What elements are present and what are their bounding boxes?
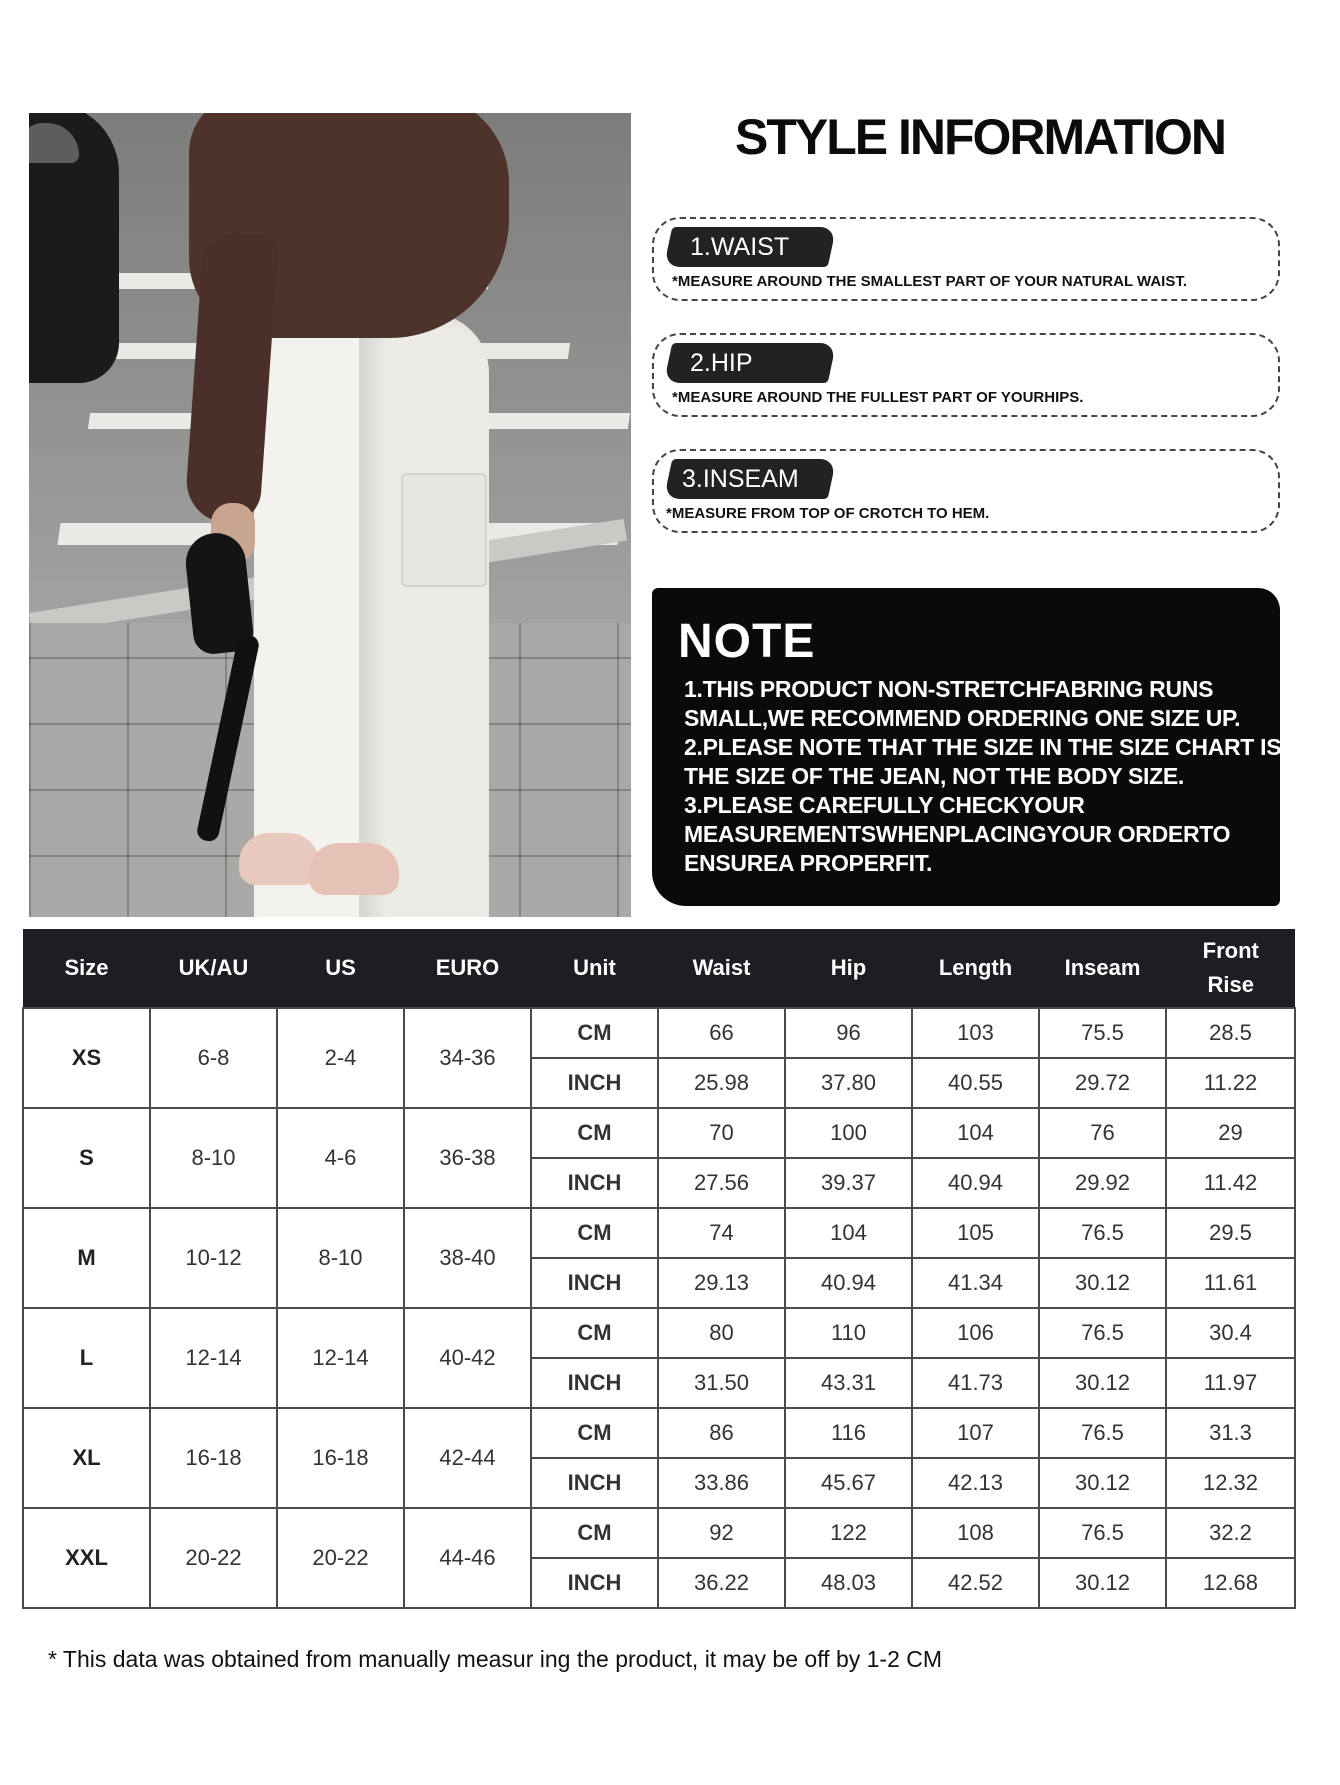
- column-header-hip: Hip: [785, 929, 912, 1008]
- cell-measurement: 76.5: [1039, 1208, 1166, 1258]
- measurement-description: *MEASURE FROM TOP OF CROTCH TO HEM.: [666, 505, 990, 522]
- cell-size: M: [23, 1208, 150, 1308]
- cell-unit: INCH: [531, 1358, 658, 1408]
- cell-measurement: 29.13: [658, 1258, 785, 1308]
- measurement-label: 2.HIP: [690, 349, 753, 377]
- cell-measurement: 41.73: [912, 1358, 1039, 1408]
- cell-euro: 36-38: [404, 1108, 531, 1208]
- cell-uk-au: 8-10: [150, 1108, 277, 1208]
- cell-measurement: 37.80: [785, 1058, 912, 1108]
- column-header-us: US: [277, 929, 404, 1008]
- cell-measurement: 100: [785, 1108, 912, 1158]
- cell-uk-au: 6-8: [150, 1008, 277, 1108]
- sneaker-left: [239, 833, 319, 885]
- cell-measurement: 104: [912, 1108, 1039, 1158]
- cell-measurement: 70: [658, 1108, 785, 1158]
- cell-measurement: 29.72: [1039, 1058, 1166, 1108]
- cell-unit: INCH: [531, 1558, 658, 1608]
- measurement-label: 1.WAIST: [690, 233, 790, 261]
- cell-measurement: 31.3: [1166, 1408, 1295, 1458]
- note-line: ENSUREA PROPERFIT.: [684, 850, 933, 876]
- table-row: [23, 1008, 1295, 1058]
- cell-uk-au: 10-12: [150, 1208, 277, 1308]
- cell-measurement: 40.94: [912, 1158, 1039, 1208]
- measurement-tag: [664, 343, 837, 383]
- cell-size: XXL: [23, 1508, 150, 1608]
- cell-measurement: 76.5: [1039, 1508, 1166, 1558]
- cell-measurement: 12.32: [1166, 1458, 1295, 1508]
- cell-measurement: 30.12: [1039, 1458, 1166, 1508]
- cell-measurement: 30.12: [1039, 1558, 1166, 1608]
- cell-measurement: 12.68: [1166, 1558, 1295, 1608]
- cell-measurement: 32.2: [1166, 1508, 1295, 1558]
- cell-euro: 42-44: [404, 1408, 531, 1508]
- cell-measurement: 43.31: [785, 1358, 912, 1408]
- cell-us: 8-10: [277, 1208, 404, 1308]
- column-header-unit: Unit: [531, 929, 658, 1008]
- cell-unit: INCH: [531, 1158, 658, 1208]
- cell-measurement: 31.50: [658, 1358, 785, 1408]
- cell-measurement: 86: [658, 1408, 785, 1458]
- cell-measurement: 40.94: [785, 1258, 912, 1308]
- cell-euro: 44-46: [404, 1508, 531, 1608]
- cell-measurement: 108: [912, 1508, 1039, 1558]
- note-box: [652, 588, 1280, 906]
- table-row: [23, 1208, 1295, 1258]
- cell-us: 16-18: [277, 1408, 404, 1508]
- column-header-front-rise: [1166, 929, 1295, 1008]
- cell-measurement: 11.97: [1166, 1358, 1295, 1408]
- table-header-row: [23, 929, 1295, 1008]
- cell-measurement: 122: [785, 1508, 912, 1558]
- column-header-waist: Waist: [658, 929, 785, 1008]
- cell-measurement: 92: [658, 1508, 785, 1558]
- cell-unit: CM: [531, 1208, 658, 1258]
- car: [29, 113, 119, 383]
- cell-measurement: 116: [785, 1408, 912, 1458]
- cell-measurement: 27.56: [658, 1158, 785, 1208]
- note-line: THE SIZE OF THE JEAN, NOT THE BODY SIZE.: [684, 763, 1185, 789]
- cell-unit: CM: [531, 1308, 658, 1358]
- cell-us: 20-22: [277, 1508, 404, 1608]
- cell-size: XL: [23, 1408, 150, 1508]
- table-row: [23, 1108, 1295, 1158]
- cell-unit: CM: [531, 1408, 658, 1458]
- cell-measurement: 96: [785, 1008, 912, 1058]
- cell-size: S: [23, 1108, 150, 1208]
- cell-measurement: 11.42: [1166, 1158, 1295, 1208]
- cell-us: 12-14: [277, 1308, 404, 1408]
- cell-uk-au: 20-22: [150, 1508, 277, 1608]
- cell-size: L: [23, 1308, 150, 1408]
- cell-measurement: 39.37: [785, 1158, 912, 1208]
- column-header-inseam: Inseam: [1039, 929, 1166, 1008]
- size-chart-table: [22, 929, 1296, 1609]
- cell-unit: CM: [531, 1008, 658, 1058]
- cell-measurement: 103: [912, 1008, 1039, 1058]
- cell-size: XS: [23, 1008, 150, 1108]
- front-rise-line-2: Rise: [1207, 972, 1254, 997]
- cell-uk-au: 16-18: [150, 1408, 277, 1508]
- measurement-hip: [652, 333, 1280, 417]
- cell-measurement: 105: [912, 1208, 1039, 1258]
- cell-measurement: 30.12: [1039, 1258, 1166, 1308]
- cell-unit: INCH: [531, 1258, 658, 1308]
- note-line: 2.PLEASE NOTE THAT THE SIZE IN THE SIZE CHART IS: [684, 734, 1282, 760]
- cell-measurement: 110: [785, 1308, 912, 1358]
- cell-measurement: 42.52: [912, 1558, 1039, 1608]
- cell-measurement: 76: [1039, 1108, 1166, 1158]
- cell-measurement: 36.22: [658, 1558, 785, 1608]
- measurement-tag: [664, 227, 837, 267]
- cell-measurement: 25.98: [658, 1058, 785, 1108]
- style-information-title: STYLE INFORMATION: [734, 109, 1226, 165]
- column-header-euro: EURO: [404, 929, 531, 1008]
- cell-measurement: 33.86: [658, 1458, 785, 1508]
- measurement-tag: [664, 459, 837, 499]
- table-row: [23, 1308, 1295, 1358]
- cell-unit: CM: [531, 1108, 658, 1158]
- measurement-label: 3.INSEAM: [682, 465, 799, 493]
- column-header-size: Size: [23, 929, 150, 1008]
- cell-measurement: 45.67: [785, 1458, 912, 1508]
- cell-measurement: 29: [1166, 1108, 1295, 1158]
- cell-euro: 34-36: [404, 1008, 531, 1108]
- cell-euro: 38-40: [404, 1208, 531, 1308]
- column-header-length: Length: [912, 929, 1039, 1008]
- measurement-description: *MEASURE AROUND THE SMALLEST PART OF YOUR NATURAL WAIST.: [672, 273, 1188, 290]
- cell-measurement: 76.5: [1039, 1408, 1166, 1458]
- cell-measurement: 29.5: [1166, 1208, 1295, 1258]
- measurement-inseam: [652, 449, 1280, 533]
- cell-euro: 40-42: [404, 1308, 531, 1408]
- cell-measurement: 106: [912, 1308, 1039, 1358]
- cell-measurement: 11.61: [1166, 1258, 1295, 1308]
- note-title: NOTE: [678, 615, 816, 668]
- cell-measurement: 75.5: [1039, 1008, 1166, 1058]
- column-header-uk-au: UK/AU: [150, 929, 277, 1008]
- cell-us: 4-6: [277, 1108, 404, 1208]
- measurement-description: *MEASURE AROUND THE FULLEST PART OF YOURHIPS.: [672, 389, 1084, 406]
- cell-measurement: 42.13: [912, 1458, 1039, 1508]
- note-line: 3.PLEASE CAREFULLY CHECKYOUR: [684, 792, 1085, 818]
- table-row: [23, 1408, 1295, 1458]
- cell-measurement: 30.4: [1166, 1308, 1295, 1358]
- footnote: * This data was obtained from manually measur ing the product, it may be off by 1-2 CM: [48, 1646, 943, 1672]
- note-line: SMALL,WE RECOMMEND ORDERING ONE SIZE UP.: [684, 705, 1241, 731]
- cell-measurement: 29.92: [1039, 1158, 1166, 1208]
- product-photo: [29, 113, 631, 917]
- note-line: 1.THIS PRODUCT NON-STRETCHFABRING RUNS: [684, 676, 1214, 702]
- cell-uk-au: 12-14: [150, 1308, 277, 1408]
- cell-measurement: 28.5: [1166, 1008, 1295, 1058]
- front-rise-line-1: Front: [1202, 938, 1259, 963]
- cell-measurement: 30.12: [1039, 1358, 1166, 1408]
- cell-unit: CM: [531, 1508, 658, 1558]
- note-line: MEASUREMENTSWHENPLACINGYOUR ORDERTO: [684, 821, 1231, 847]
- cell-measurement: 41.34: [912, 1258, 1039, 1308]
- cell-measurement: 11.22: [1166, 1058, 1295, 1108]
- cell-measurement: 80: [658, 1308, 785, 1358]
- cargo-pocket: [401, 473, 487, 587]
- cell-measurement: 76.5: [1039, 1308, 1166, 1358]
- table-row: [23, 1508, 1295, 1558]
- measurement-waist: [652, 217, 1280, 301]
- cell-unit: INCH: [531, 1058, 658, 1108]
- cell-us: 2-4: [277, 1008, 404, 1108]
- cell-measurement: 48.03: [785, 1558, 912, 1608]
- cell-measurement: 74: [658, 1208, 785, 1258]
- cell-measurement: 66: [658, 1008, 785, 1058]
- size-table-body: [23, 1008, 1295, 1608]
- car-headlight: [29, 123, 79, 163]
- cell-unit: INCH: [531, 1458, 658, 1508]
- cell-measurement: 107: [912, 1408, 1039, 1458]
- cell-measurement: 40.55: [912, 1058, 1039, 1108]
- jeans-right-leg: [359, 313, 489, 917]
- cell-measurement: 104: [785, 1208, 912, 1258]
- sneaker-right: [309, 843, 399, 895]
